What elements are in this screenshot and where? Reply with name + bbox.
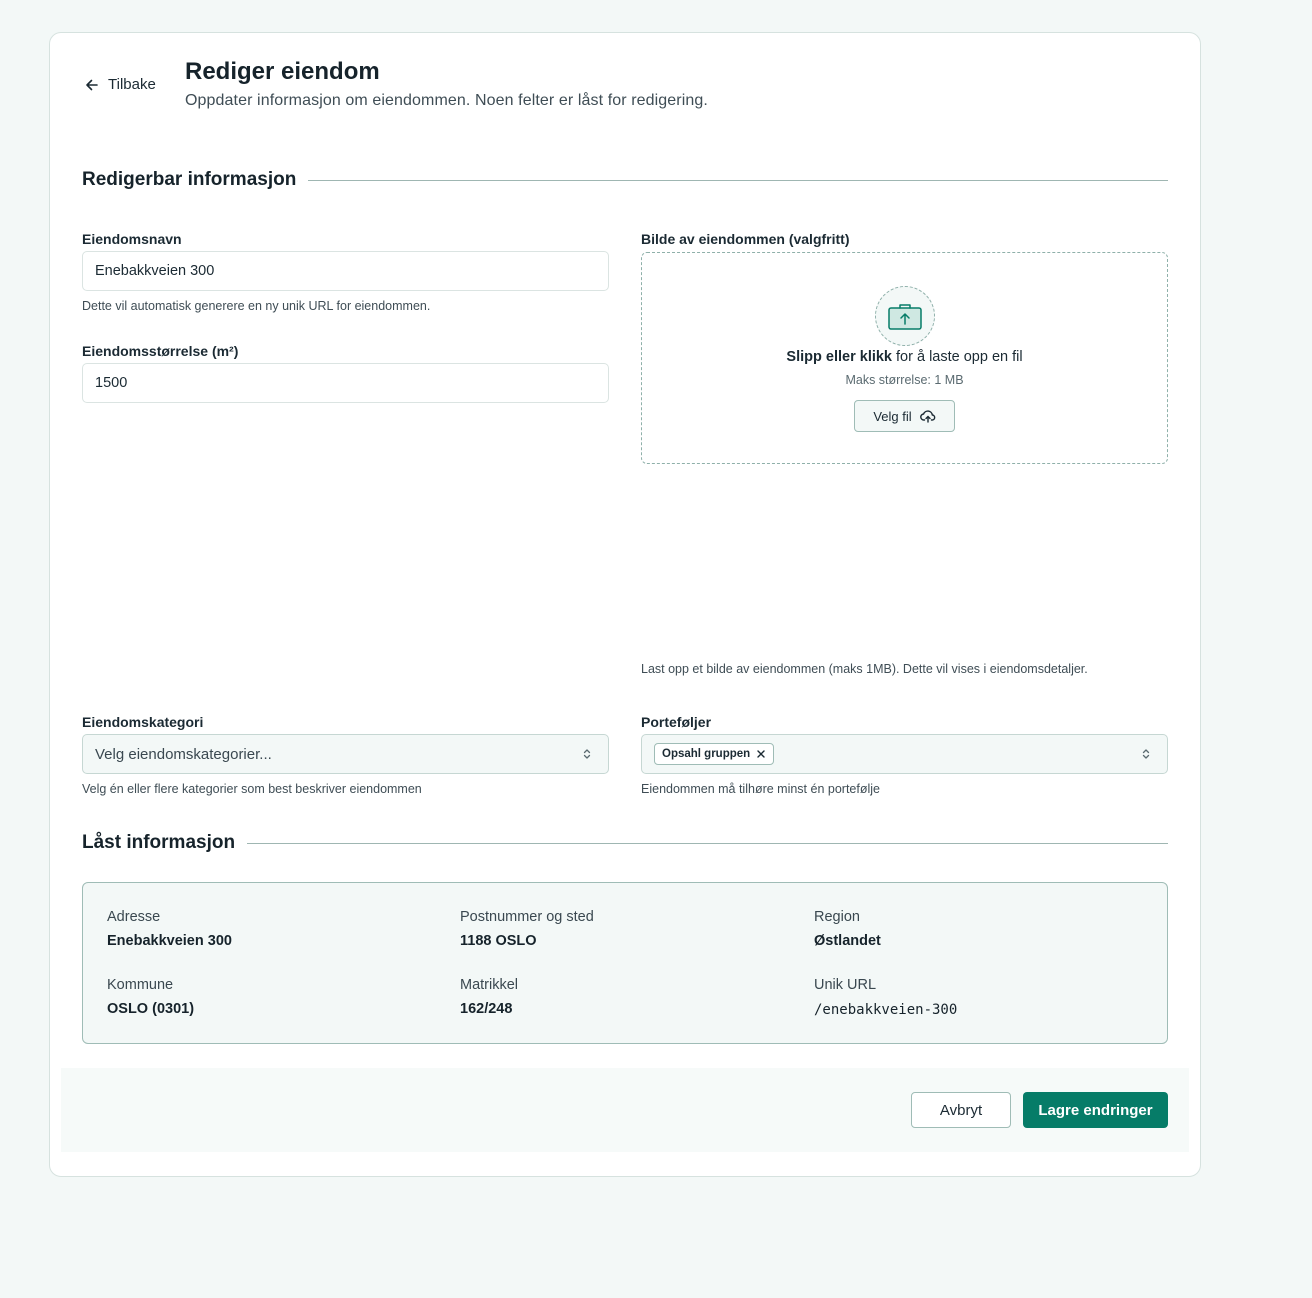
locked-field-label: Adresse <box>107 909 161 925</box>
dropzone-text <box>642 349 1167 365</box>
back-button[interactable] <box>84 76 156 93</box>
locked-field-value: OSLO (0301) <box>107 1001 195 1017</box>
locked-info-panel <box>82 882 1168 1044</box>
dropzone-max-size: Maks størrelse: 1 MB <box>845 373 964 387</box>
cancel-button[interactable]: Avbryt <box>911 1092 1011 1128</box>
portfolios-label: Porteføljer <box>641 714 712 730</box>
upload-box-icon <box>887 301 923 331</box>
section-title: Redigerbar informasjon <box>82 169 297 190</box>
upload-icon-circle <box>875 286 935 346</box>
locked-field-value: 162/248 <box>460 1001 513 1017</box>
locked-section-header <box>82 832 1168 854</box>
locked-field-value: Enebakkveien 300 <box>107 933 232 949</box>
category-select[interactable] <box>82 734 609 774</box>
save-button[interactable]: Lagre endringer <box>1023 1092 1168 1128</box>
category-help: Velg én eller flere kategorier som best beskriver eiendommen <box>82 782 422 796</box>
property-name-help: Dette vil automatisk generere en ny unik URL for eiendommen. <box>82 299 431 313</box>
category-placeholder: Velg eiendomskategorier... <box>95 745 272 763</box>
unique-url-value: /enebakkveien-300 <box>814 1002 958 1018</box>
portfolios-help: Eiendommen må tilhøre minst én portefølje <box>641 782 880 796</box>
cloud-upload-icon <box>920 408 936 424</box>
property-name-label: Eiendomsnavn <box>82 231 182 247</box>
property-size-label: Eiendomsstørrelse (m²) <box>82 343 239 359</box>
property-name-input[interactable] <box>82 251 609 291</box>
locked-field-label: Kommune <box>107 977 174 993</box>
category-label: Eiendomskategori <box>82 714 204 730</box>
image-upload-help: Last opp et bilde av eiendommen (maks 1MB). Dette vil vises i eiendomsdetaljer. <box>641 662 1088 676</box>
property-name-value: Enebakkveien 300 <box>95 263 215 279</box>
locked-field-value: Østlandet <box>814 933 881 949</box>
locked-field-value: 1188 OSLO <box>460 933 537 949</box>
section-divider <box>308 180 1168 181</box>
section-title: Låst informasjon <box>82 832 236 853</box>
locked-field-label: Matrikkel <box>460 977 519 993</box>
image-upload-label: Bilde av eiendommen (valgfritt) <box>641 231 850 247</box>
remove-chip-icon[interactable] <box>756 749 766 759</box>
portfolio-chip-label: Opsahl gruppen <box>662 748 751 760</box>
page-subtitle: Oppdater informasjon om eiendommen. Noen felter er låst for redigering. <box>185 92 708 109</box>
dropzone-bold-text: Slipp eller klikk <box>786 349 892 365</box>
section-divider <box>247 843 1168 844</box>
property-size-value: 1500 <box>95 375 128 391</box>
chevron-updown-icon <box>580 747 594 761</box>
portfolio-chip <box>654 743 774 765</box>
locked-field-label: Region <box>814 909 860 925</box>
locked-field-label: Postnummer og sted <box>460 909 594 925</box>
property-size-input[interactable] <box>82 363 609 403</box>
choose-file-label: Velg fil <box>873 408 912 424</box>
locked-field-label: Unik URL <box>814 977 877 993</box>
editable-section-header <box>82 169 1168 191</box>
back-label: Tilbake <box>108 76 156 93</box>
chevron-updown-icon <box>1139 747 1153 761</box>
arrow-left-icon <box>84 77 100 93</box>
portfolios-select[interactable] <box>641 734 1168 774</box>
form-footer <box>61 1068 1189 1152</box>
page-title: Rediger eiendom <box>185 58 380 85</box>
dropzone-rest-text: for å laste opp en fil <box>892 349 1023 365</box>
choose-file-button[interactable] <box>854 400 955 432</box>
image-dropzone[interactable] <box>641 252 1168 464</box>
